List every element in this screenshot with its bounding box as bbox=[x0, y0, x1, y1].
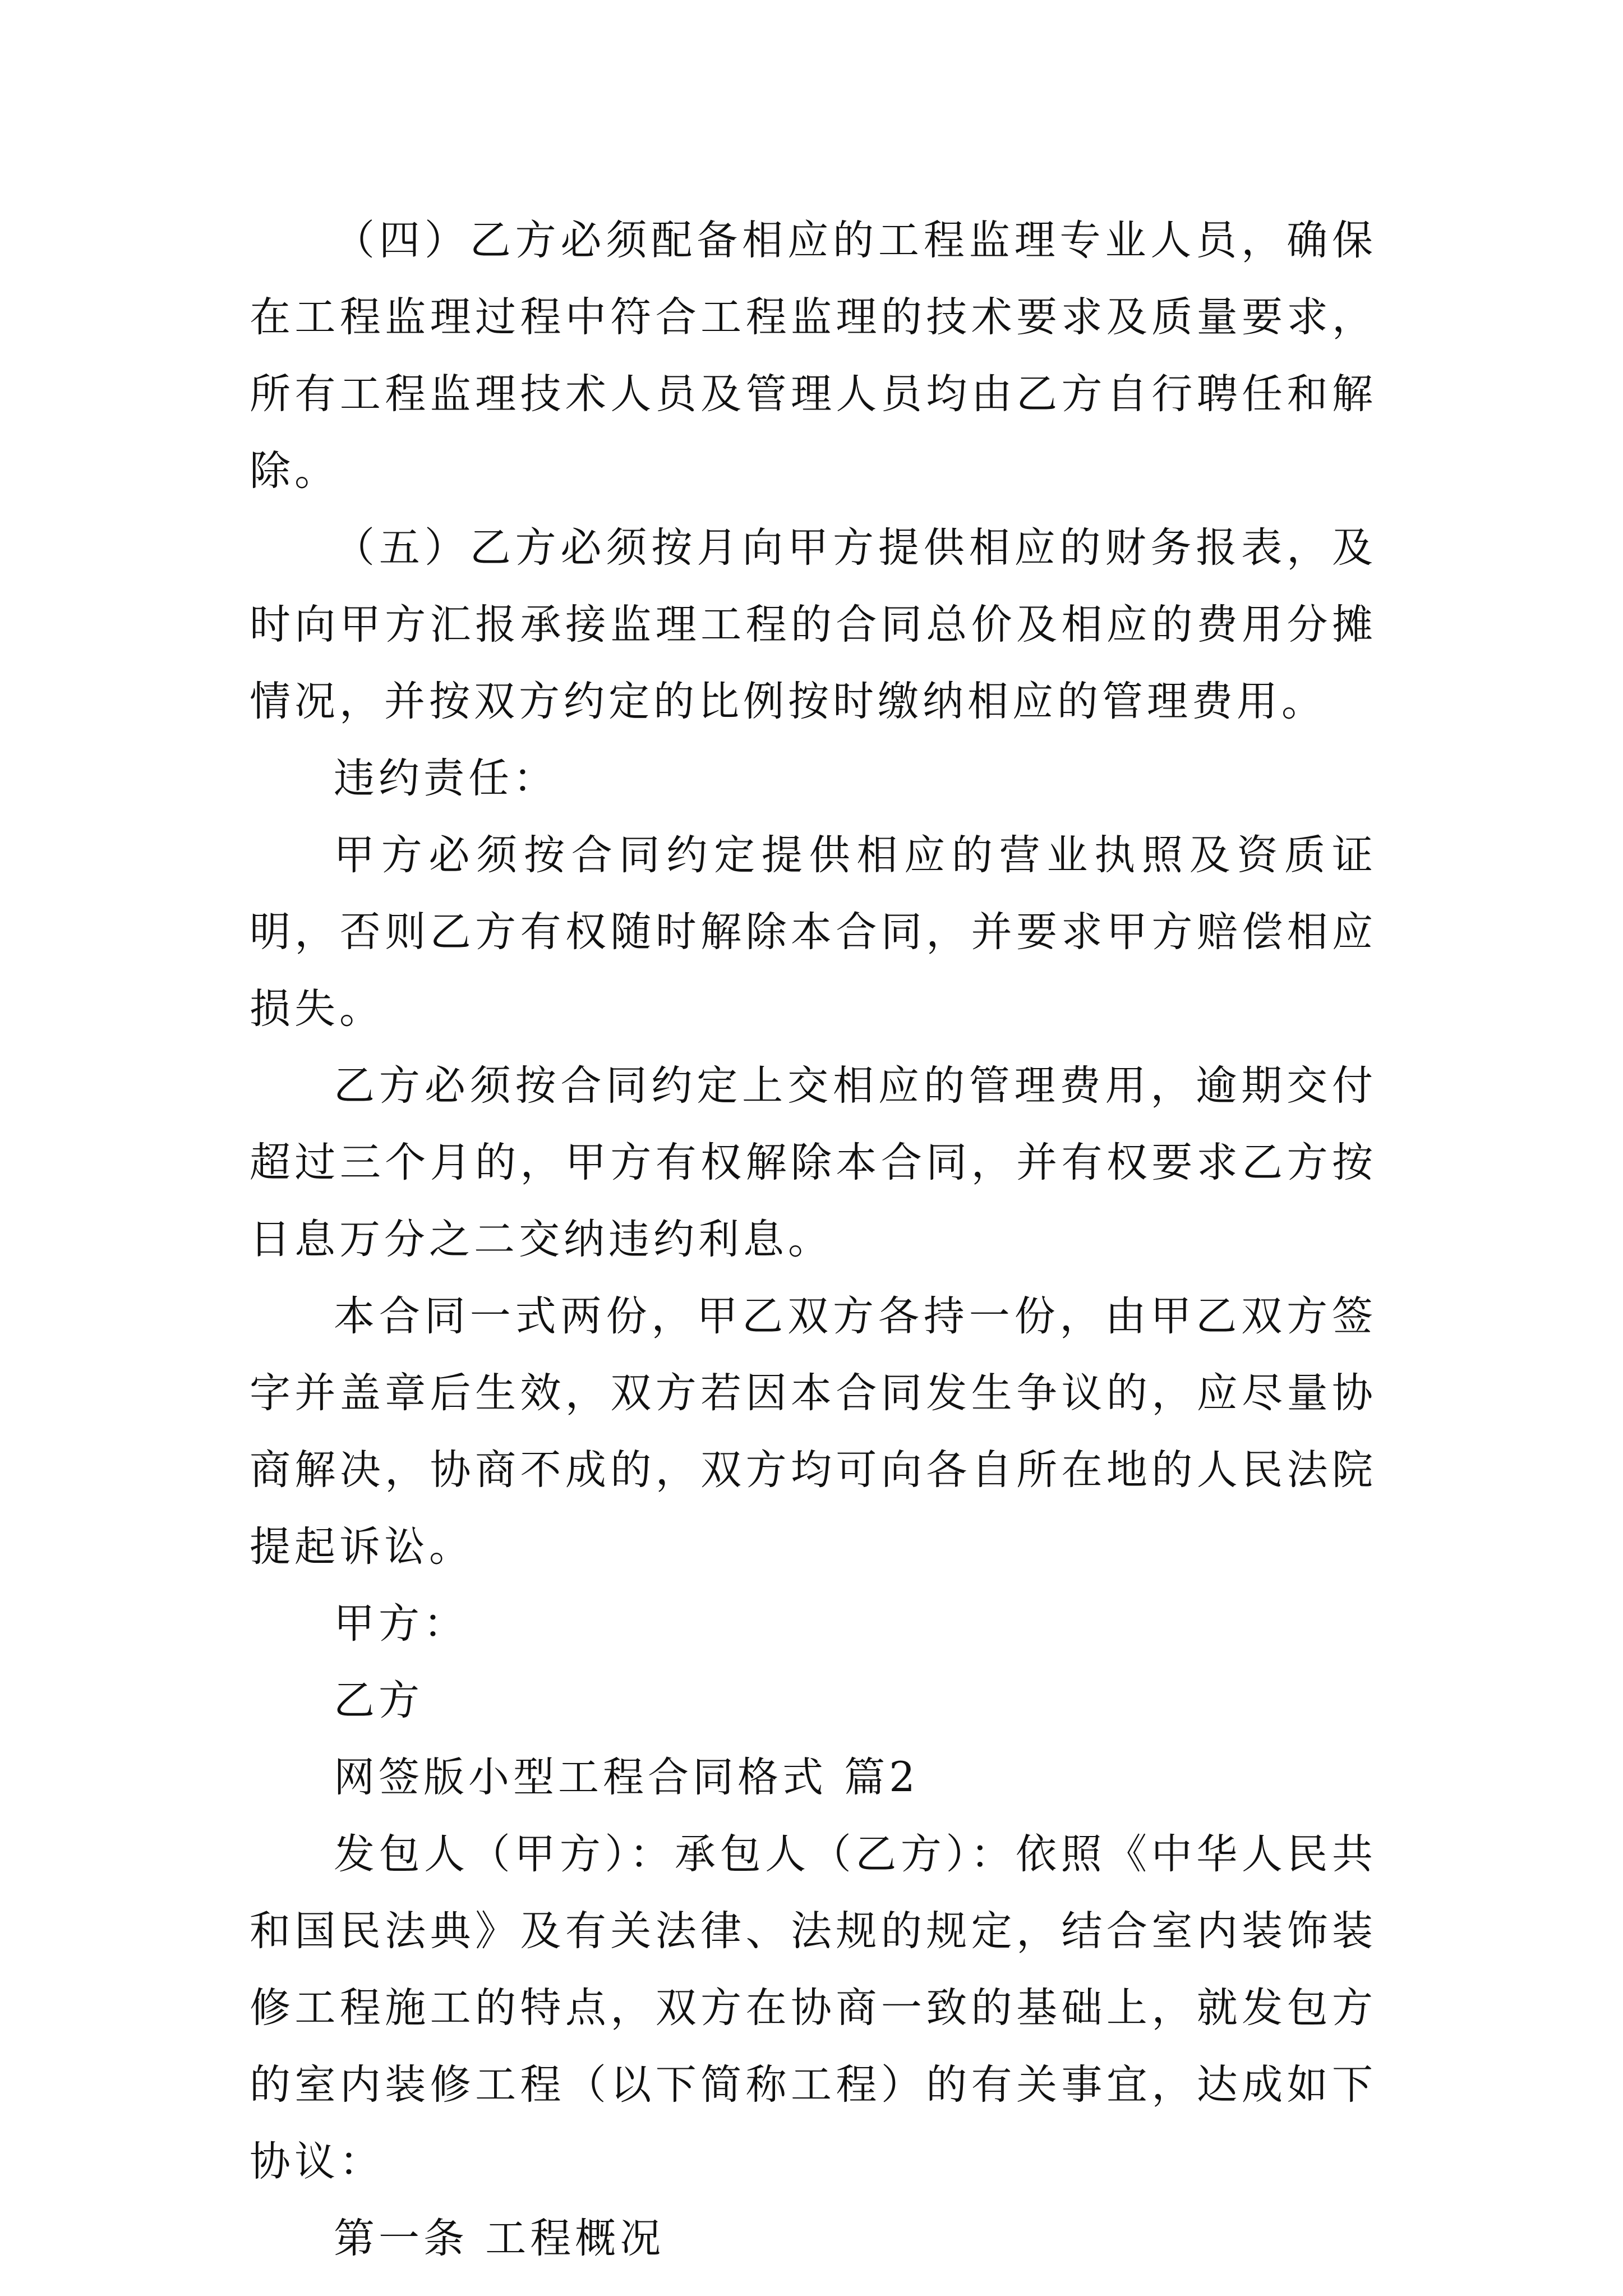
document-body bbox=[250, 202, 1377, 2277]
party-b-breach-paragraph: 乙方必须按合同约定上交相应的管理费用，逾期交付超过三个月的，甲方有权解除本合同，并有权要求乙方按日息万分之二交纳违约利息。 bbox=[250, 1062, 1377, 1263]
breach-liability-heading: 违约责任： bbox=[334, 754, 558, 802]
contract-preamble-paragraph: 发包人（甲方）：承包人（乙方）：依照《中华人民共和国民法典》及有关法律、法规的规定，结合室内装饰装修工程施工的特点，双方在协商一致的基础上，就发包方的室内装修工程（以下简称工程）的有关事宜，达成如下协议： bbox=[250, 1830, 1377, 2185]
article-one-heading: 第一条 工程概况 bbox=[334, 2215, 665, 2262]
party-a-signature-line: 甲方： bbox=[334, 1600, 468, 1648]
contract-copies-paragraph: 本合同一式两份，甲乙双方各持一份，由甲乙双方签字并盖章后生效，双方若因本合同发生争议的，应尽量协商解决，协商不成的，双方均可向各自所在地的人民法院提起诉讼。 bbox=[250, 1292, 1377, 1571]
section-title: 网签版小型工程合同格式 篇2 bbox=[334, 1754, 919, 1801]
clause-5-paragraph: （五）乙方必须按月向甲方提供相应的财务报表，及时向甲方汇报承接监理工程的合同总价及相应的费用分摊情况，并按双方约定的比例按时缴纳相应的管理费用。 bbox=[250, 524, 1377, 725]
party-b-signature-line: 乙方 bbox=[334, 1677, 423, 1724]
party-a-breach-paragraph: 甲方必须按合同约定提供相应的营业执照及资质证明，否则乙方有权随时解除本合同，并要求甲方赔偿相应损失。 bbox=[250, 831, 1377, 1033]
clause-4-paragraph: （四）乙方必须配备相应的工程监理专业人员，确保在工程监理过程中符合工程监理的技术要求及质量要求，所有工程监理技术人员及管理人员均由乙方自行聘任和解除。 bbox=[250, 217, 1377, 495]
